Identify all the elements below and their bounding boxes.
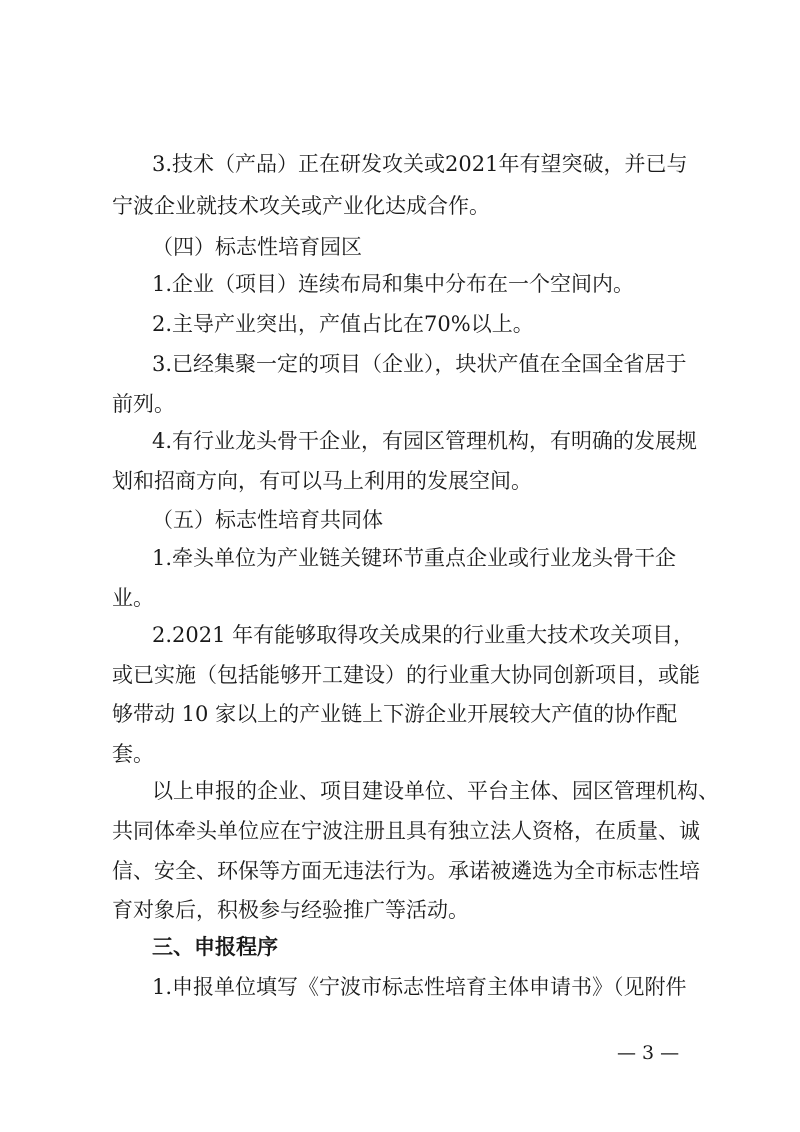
- paragraph-line: 2.主导产业突出，产值占比在70%以上。: [152, 312, 534, 336]
- section-subheading: （五）标志性培育共同体: [152, 508, 383, 532]
- paragraph-line: 或已实施（包括能够开工建设）的行业重大协同创新项目，或能: [112, 663, 700, 687]
- paragraph-line: 4.有行业龙头骨干企业，有园区管理机构，有明确的发展规: [152, 429, 698, 453]
- paragraph-line: 划和招商方向，有可以马上利用的发展空间。: [112, 469, 532, 493]
- paragraph-line: 1.牵头单位为产业链关键环节重点企业或行业龙头骨干企: [152, 546, 677, 570]
- paragraph-line: 1.企业（项目）连续布局和集中分布在一个空间内。: [152, 272, 635, 296]
- paragraph-line: 前列。: [112, 392, 175, 416]
- page-number: — 3 —: [617, 1042, 680, 1064]
- paragraph-line: 够带动 10 家以上的产业链上下游企业开展较大产值的协作配: [112, 702, 678, 726]
- section-heading: 三、申报程序: [152, 935, 278, 959]
- paragraph-line: 3.已经集聚一定的项目（企业），块状产值在全国全省居于: [152, 352, 687, 376]
- paragraph-line: 套。: [112, 742, 154, 766]
- section-subheading: （四）标志性培育园区: [152, 235, 362, 259]
- paragraph-line: 1.申报单位填写《宁波市标志性培育主体申请书》（见附件: [152, 975, 687, 999]
- paragraph-line: 2.2021 年有能够取得攻关成果的行业重大技术攻关项目，: [152, 623, 695, 647]
- paragraph-line: 信、安全、环保等方面无违法行为。承诺被遴选为全市标志性培: [112, 859, 700, 883]
- paragraph-line: 育对象后，积极参与经验推广等活动。: [112, 898, 469, 922]
- paragraph-line: 业。: [112, 586, 154, 610]
- paragraph-line: 共同体牵头单位应在宁波注册且具有独立法人资格，在质量、诚: [112, 819, 700, 843]
- paragraph-line: 宁波企业就技术攻关或产业化达成合作。: [112, 194, 490, 218]
- paragraph-line: 3.技术（产品）正在研发攻关或2021年有望突破，并已与: [152, 152, 688, 176]
- paragraph-line: 以上申报的企业、项目建设单位、平台主体、园区管理机构、: [152, 779, 719, 803]
